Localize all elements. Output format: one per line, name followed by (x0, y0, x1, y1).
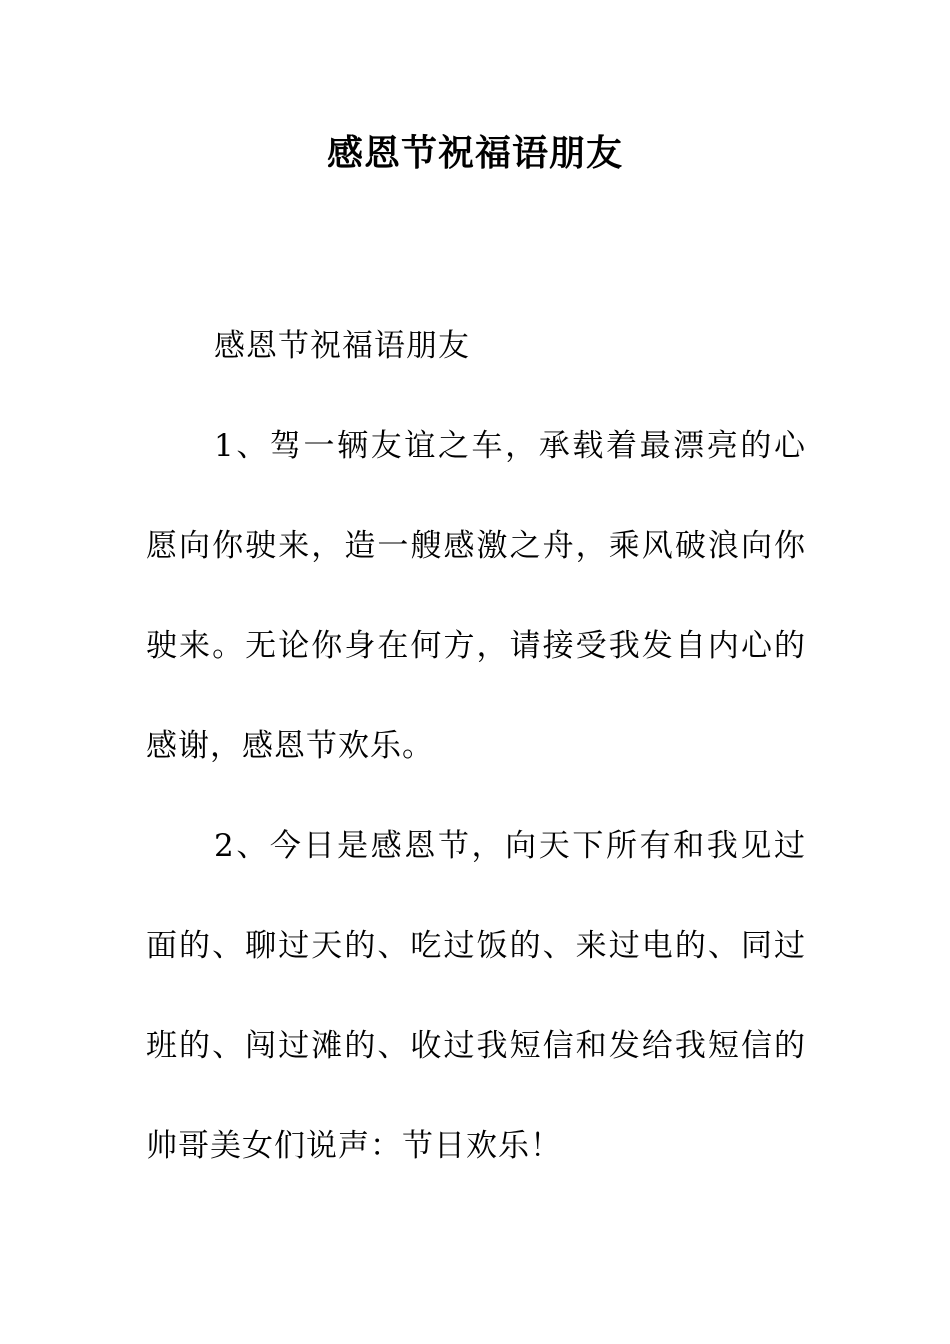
paragraph-wish-1: 1、驾一辆友谊之车，承载着最漂亮的心愿向你驶来，造一艘感激之舟，乘风破浪向你驶来。无论你身在何方，请接受我发自内心的感谢，感恩节欢乐。 (146, 428, 806, 764)
document-body (146, 296, 806, 1196)
document-title: 感恩节祝福语朋友 (326, 133, 623, 174)
paragraph-wish-2: 2、今日是感恩节，向天下所有和我见过面的、聊过天的、吃过饭的、来过电的、同过班的、闯过滩的、收过我短信和发给我短信的帅哥美女们说声：节日欢乐！ (146, 828, 806, 1164)
paragraph-heading: 感恩节祝福语朋友 (214, 328, 470, 364)
